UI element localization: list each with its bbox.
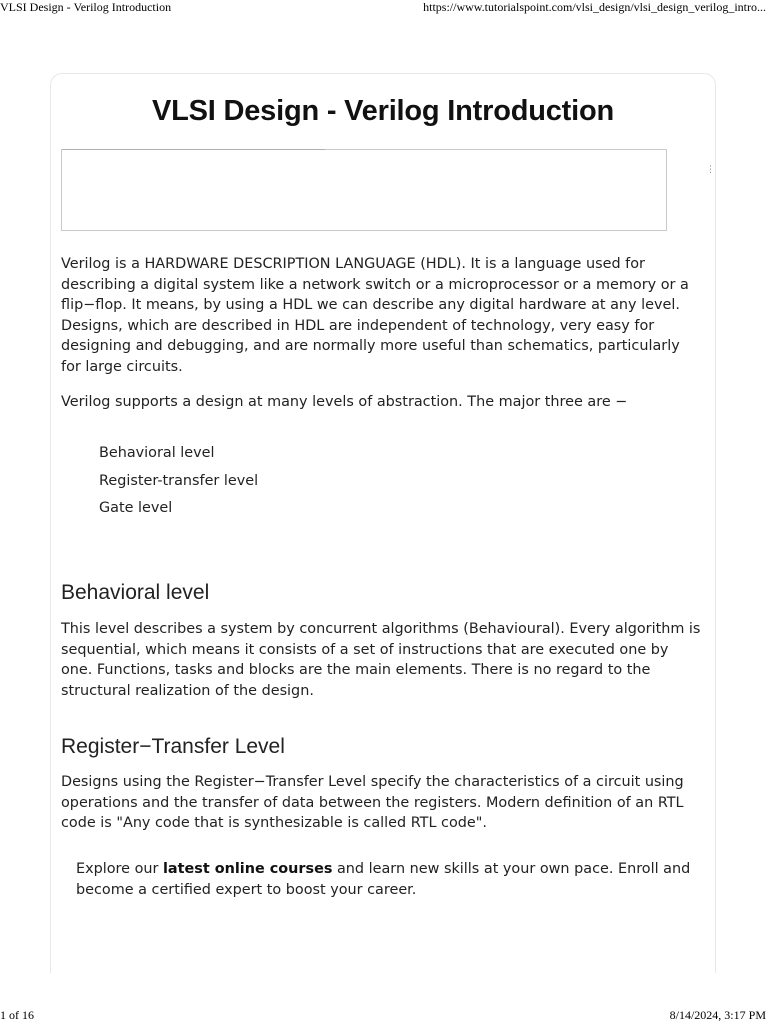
levels-list [99, 440, 258, 523]
promo-text-before: Explore our [76, 861, 163, 877]
behavioral-heading: Behavioral level [61, 581, 210, 604]
list-item: Register-transfer level [99, 472, 259, 489]
page-title: VLSI Design - Verilog Introduction [151, 95, 615, 127]
page-counter: 1 of 16 [0, 1008, 34, 1022]
print-datetime: 8/14/2024, 3:17 PM [669, 1008, 766, 1022]
print-footer [0, 1008, 768, 1024]
list-item: Behavioral level [99, 445, 215, 461]
print-header-title: VLSI Design - Verilog Introduction [0, 0, 172, 14]
vertical-ellipsis-icon[interactable]: ⋮ [706, 165, 715, 175]
promo-text-after: and learn new skills at your own pace. Enroll and become a certified expert to boost your career. [76, 861, 691, 898]
behavioral-paragraph: This level describes a system by concurrent algorithms (Behavioural). Every algorithm is sequential, which means it consists of a set of instructions that are executed one by one. Functions, tasks and blocks are the main elements. There is no regard to the structural realization of the design. [61, 621, 701, 699]
print-header [0, 0, 768, 16]
levels-intro-paragraph: Verilog supports a design at many levels of abstraction. The major three are − [61, 394, 628, 410]
list-item: Gate level [99, 500, 173, 516]
rtl-heading: Register−Transfer Level [61, 735, 285, 758]
article-card [50, 73, 716, 973]
courses-link[interactable]: latest online courses [163, 861, 333, 877]
intro-paragraph: Verilog is a HARDWARE DESCRIPTION LANGUAGE (HDL). It is a language used for describing a digital system like a network switch or a microprocessor or a memory or a flip−flop. It means, by using a HDL we can describe any digital hardware at any level. Designs, which are described in HDL are independent of technology, very easy for designing and debugging, and are normally more useful than schematics, particularly for large circuits. [61, 256, 689, 375]
ad-placeholder [61, 149, 667, 231]
rtl-paragraph: Designs using the Register−Transfer Level specify the characteristics of a circuit using operations and the transfer of data between the registers. Modern definition of an RTL code is "Any code that is synthesizable is called RTL code". [61, 774, 684, 831]
print-header-url: https://www.tutorialspoint.com/vlsi_design/vlsi_design_verilog_intro... [423, 0, 766, 14]
promo-paragraph [76, 859, 691, 900]
